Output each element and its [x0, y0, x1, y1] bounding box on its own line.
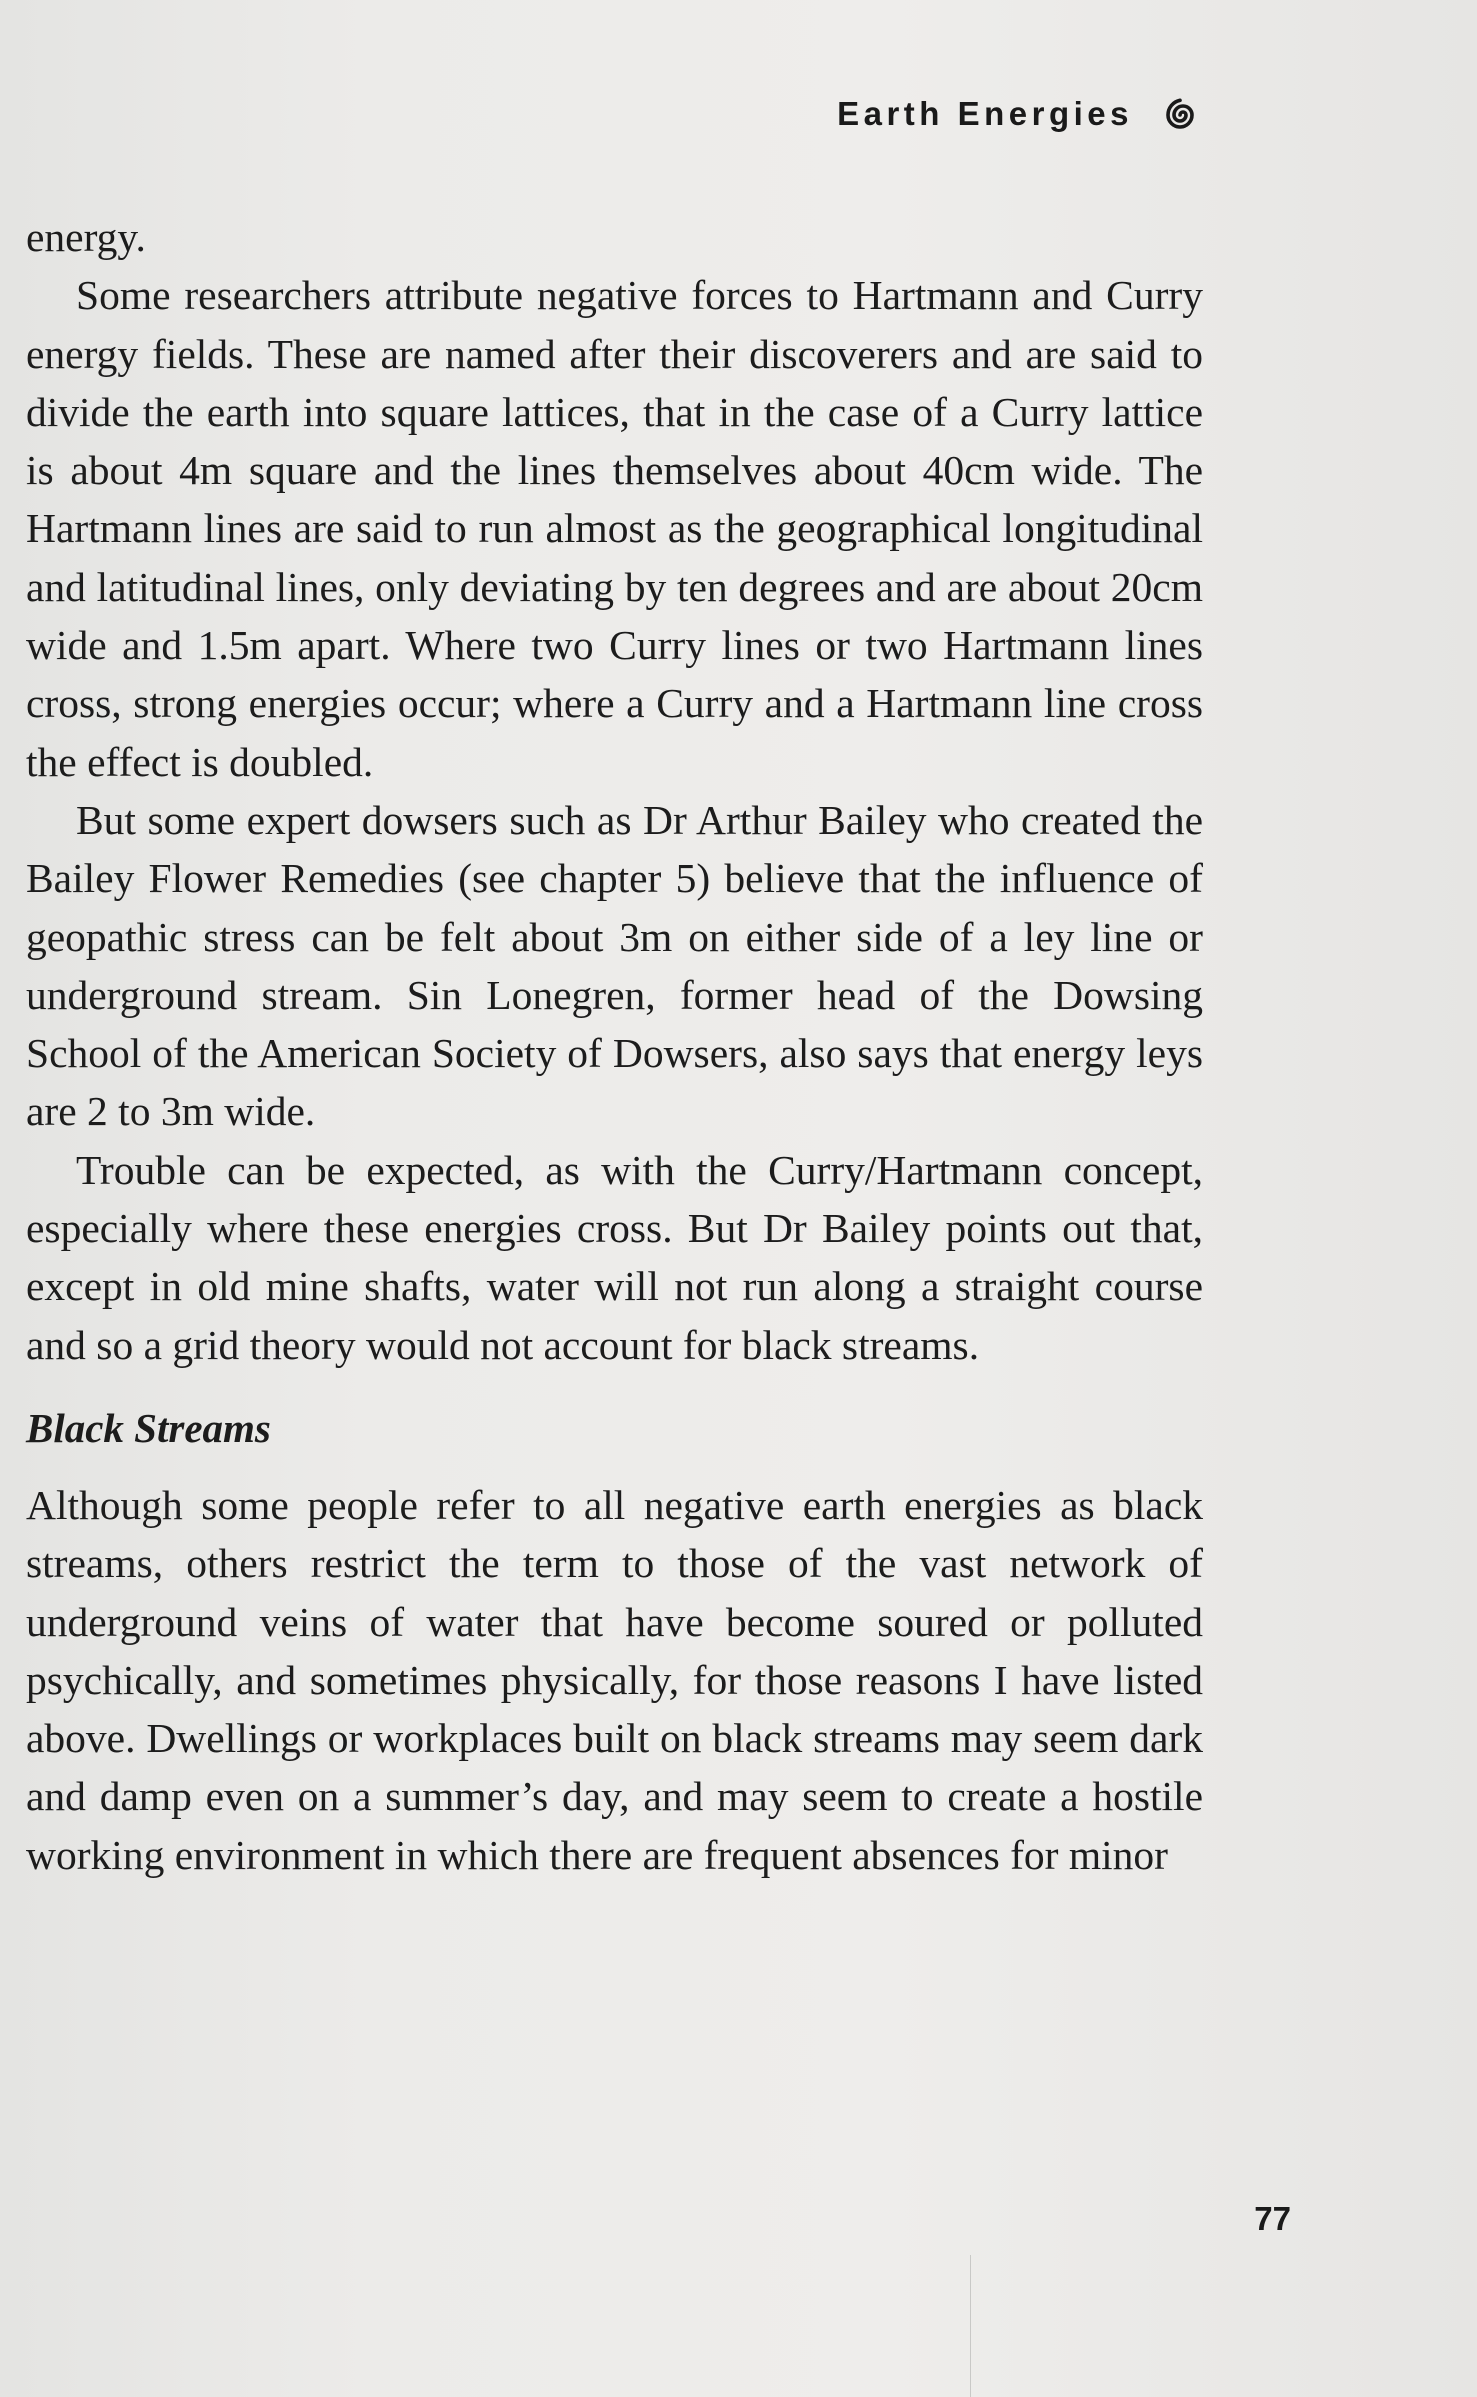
- paragraph-dowsers: But some expert dowsers such as Dr Arthur Bailey who created the Bailey Flower Remedies (see chapter 5) believe that the influence of geopathic stress can be felt about 3m on either side of a ley line or underground stream. Sin Lonegren, former head of the Dowsing School of the American Society of Dowsers, also says that energy leys are 2 to 3m wide.: [26, 796, 1203, 1135]
- paragraph-hartmann-curry: Some researchers attribute negative forces to Hartmann and Curry energy fields. These are named after their discoverers and are said to divide the earth into square lattices, that in the case of a Curry lattice is about 4m square and the lines themselves about 40cm wide. The Hartmann lines are said to run almost as the geographical longitudinal and latitudinal lines, only deviating by ten degrees and are about 20cm wide and 1.5m apart. Where two Curry lines or two Hartmann lines cross, strong energies occur; where a Curry and a Hartmann line cross the effect is doubled.: [26, 272, 1203, 785]
- running-head: [837, 90, 1207, 138]
- paragraph-continuation: energy.: [26, 214, 146, 260]
- running-head-title: Earth Energies: [837, 95, 1133, 132]
- section-heading: Black Streams: [26, 1404, 271, 1451]
- page-number: 77: [1254, 2200, 1291, 2237]
- paragraph-trouble: Trouble can be expected, as with the Curry/Hartmann concept, especially where these energies cross. But Dr Bailey points out that, except in old mine shafts, water will not run along a straight course and so a grid theory would not account for black streams.: [26, 1146, 1203, 1368]
- paragraph-black-streams: Although some people refer to all negative earth energies as black streams, others restrict the term to those of the vast network of underground veins of water that have become soured or polluted psychically, and sometimes physically, for those reasons I have listed above. Dwellings or workplaces built on black streams may seem dark and damp even on a summer’s day, and may seem to create a hostile working environment in which there are frequent absences for minor: [26, 1481, 1203, 1878]
- spiral-icon: [1159, 90, 1207, 138]
- body-text: [26, 208, 1203, 1884]
- page-fold-line: [970, 2255, 971, 2397]
